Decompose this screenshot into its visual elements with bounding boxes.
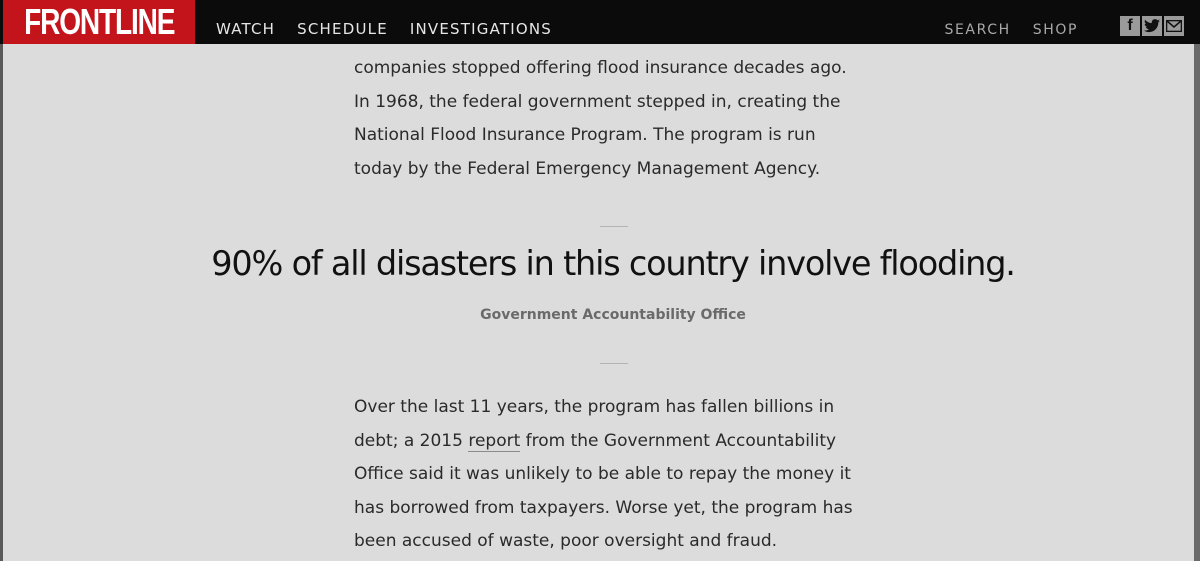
top-navigation-bar: [0, 0, 1200, 44]
paragraph-line: Office said it was unlikely to be able to repay the money it: [354, 464, 851, 484]
facebook-icon[interactable]: f: [1120, 16, 1140, 36]
window-right-edge: [1194, 44, 1200, 561]
paragraph-line: In 1968, the federal government stepped in, creating the: [354, 91, 841, 112]
utility-nav: [944, 0, 1100, 44]
main-nav: [216, 0, 574, 44]
logo-text: FRONTLINE: [23, 1, 175, 42]
paragraph-line: debt; a 2015 report from the Government Accountability: [354, 430, 837, 451]
pull-quote: 90% of all disasters in this country involve flooding.: [211, 244, 1015, 283]
paragraph-line: Over the last 11 years, the program has fallen billions in: [354, 397, 835, 417]
social-links: [1120, 16, 1184, 36]
divider-top: [600, 226, 628, 227]
pull-quote-attribution: Government Accountability Office: [480, 307, 746, 323]
email-icon[interactable]: [1164, 16, 1184, 36]
paragraph-line: has borrowed from taxpayers. Worse yet, the program has: [354, 497, 853, 518]
report-link[interactable]: report: [468, 430, 521, 451]
paragraph-line: National Flood Insurance Program. The program is run: [354, 125, 816, 145]
article-body-bottom: [354, 391, 894, 559]
article-body-top: [354, 52, 884, 186]
nav-search[interactable]: SEARCH: [944, 22, 1011, 38]
nav-shop[interactable]: SHOP: [1032, 22, 1078, 38]
paragraph-line: companies stopped offering flood insurance decades ago.: [354, 58, 847, 78]
paragraph-line: today by the Federal Emergency Management Agency.: [354, 158, 821, 179]
nav-investigations[interactable]: INVESTIGATIONS: [409, 20, 553, 38]
paragraph-line: been accused of waste, poor oversight and fraud.: [354, 531, 778, 551]
twitter-icon[interactable]: [1142, 16, 1162, 36]
window-left-edge: [0, 44, 3, 561]
divider-bottom: [600, 363, 628, 364]
nav-schedule[interactable]: SCHEDULE: [297, 20, 388, 38]
nav-watch[interactable]: WATCH: [216, 20, 276, 38]
frontline-logo[interactable]: [3, 0, 195, 44]
